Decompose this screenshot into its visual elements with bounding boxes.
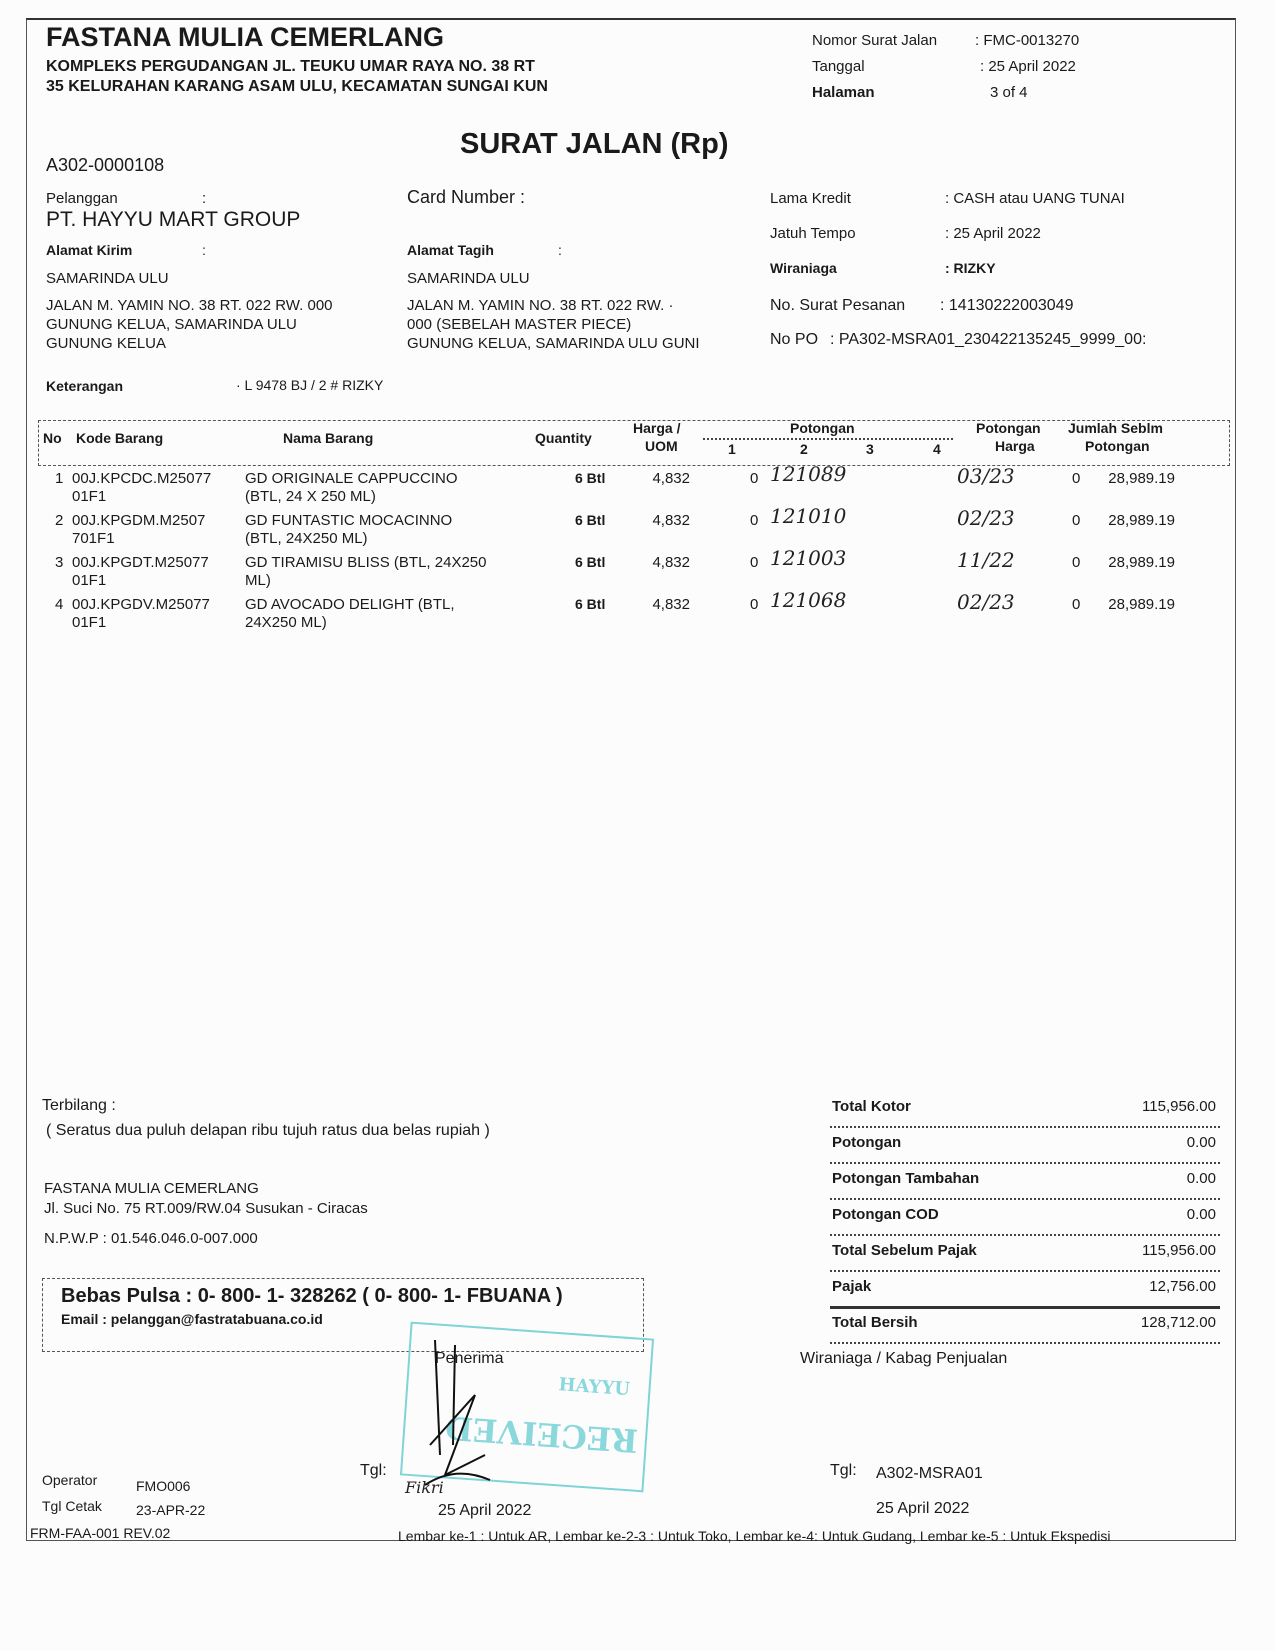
lama-kredit-label: Lama Kredit	[770, 190, 851, 207]
header-p1: 1	[728, 441, 736, 457]
cell-kode2: 01F1	[72, 488, 107, 505]
header-potongan-harga: Potongan	[976, 420, 1041, 436]
document-title: SURAT JALAN (Rp)	[460, 128, 729, 160]
header-quantity: Quantity	[535, 430, 592, 446]
header-p3: 3	[866, 441, 874, 457]
cell-jumlah: 28,989.19	[1108, 596, 1175, 613]
cell-harga: 4,832	[652, 512, 690, 529]
summary-value: 128,712.00	[1140, 1314, 1216, 1331]
nomor-value: : FMC-0013270	[975, 32, 1080, 49]
tagih-line2: JALAN M. YAMIN NO. 38 RT. 022 RW. ·	[407, 297, 674, 314]
company-address-1: KOMPLEKS PERGUDANGAN JL. TEUKU UMAR RAYA NO. 38 RT	[46, 58, 535, 75]
halaman-value: 3 of 4	[990, 84, 1028, 101]
summary-row	[830, 1090, 1220, 1128]
kirim-line1: SAMARINDA ULU	[46, 270, 169, 287]
tanggal-value: : 25 April 2022	[980, 58, 1076, 75]
cell-qty: 6 Btl	[575, 470, 606, 486]
summary-label: Total Kotor	[832, 1098, 911, 1115]
cell-hand1: 121089	[770, 462, 847, 486]
stamp-store: HAYYU	[557, 1374, 631, 1401]
cell-hand1: 121003	[770, 546, 847, 570]
cell-jumlah: 28,989.19	[1108, 554, 1175, 571]
cell-kode2: 01F1	[72, 614, 107, 631]
penerima-tgl-label: Tgl:	[360, 1462, 387, 1479]
wiraniaga-kabag-label: Wiraniaga / Kabag Penjualan	[800, 1350, 1008, 1367]
tagih-line4: GUNUNG KELUA, SAMARINDA ULU GUNI	[407, 335, 700, 352]
wira-date: 25 April 2022	[876, 1500, 970, 1517]
customer-name: PT. HAYYU MART GROUP	[46, 208, 301, 231]
halaman-label: Halaman	[812, 84, 875, 101]
cell-no: 4	[55, 596, 64, 613]
form-code: FRM-FAA-001 REV.02	[30, 1525, 171, 1541]
summary-row	[830, 1270, 1220, 1309]
cell-qty: 6 Btl	[575, 512, 606, 528]
surat-pesanan-label: No. Surat Pesanan	[770, 297, 906, 314]
cell-nama2: 24X250 ML)	[245, 614, 327, 631]
header-p2: 2	[800, 441, 808, 457]
alamat-kirim-label: Alamat Kirim	[46, 242, 133, 258]
cell-pot1: 0	[750, 596, 759, 613]
header-jumlah2: Potongan	[1085, 438, 1150, 454]
header-p4: 4	[933, 441, 941, 457]
summary-value: 0.00	[1186, 1134, 1216, 1151]
cell-potharga: 0	[1072, 596, 1081, 613]
cell-potharga: 0	[1072, 512, 1081, 529]
summary-row	[830, 1306, 1220, 1344]
header-divider	[703, 438, 953, 440]
summary-value: 12,756.00	[1149, 1278, 1216, 1295]
header-harga: Harga /	[633, 420, 681, 436]
summary-value: 115,956.00	[1142, 1098, 1216, 1115]
wira-tgl-label: Tgl:	[830, 1462, 857, 1479]
cell-hand2: 03/23	[957, 464, 1015, 488]
cell-kode1: 00J.KPGDV.M25077	[72, 596, 210, 613]
header-harga2: Harga	[995, 438, 1035, 454]
keterangan-value: · L 9478 BJ / 2 # RIZKY	[236, 377, 384, 393]
cell-qty: 6 Btl	[575, 596, 606, 612]
kirim-line3: GUNUNG KELUA, SAMARINDA ULU	[46, 316, 297, 333]
signature	[415, 1335, 505, 1495]
cell-kode1: 00J.KPGDT.M25077	[72, 554, 209, 571]
cell-pot1: 0	[750, 554, 759, 571]
lembar-note: Lembar ke-1 : Untuk AR, Lembar ke-2-3 : Untuk Toko, Lembar ke-4: Untuk Gudang, Lembar ke-5 : Untuk Ekspedisi	[398, 1528, 1111, 1544]
colon: :	[202, 190, 207, 207]
keterangan-label: Keterangan	[46, 378, 124, 394]
wiraniaga-value: : RIZKY	[945, 260, 996, 276]
cell-hand2: 02/23	[957, 506, 1015, 530]
stamp-text: RECEIVED	[444, 1408, 640, 1460]
colon: :	[202, 242, 206, 258]
summary-label: Total Sebelum Pajak	[832, 1242, 977, 1259]
summary-label: Potongan COD	[832, 1206, 939, 1223]
cell-potharga: 0	[1072, 470, 1081, 487]
tagih-line1: SAMARINDA ULU	[407, 270, 530, 287]
summary-row	[830, 1234, 1220, 1272]
company-name: FASTANA MULIA CEMERLANG	[46, 22, 444, 52]
cell-no: 3	[55, 554, 64, 571]
alamat-tagih-label: Alamat Tagih	[407, 242, 494, 258]
wiraniaga-label: Wiraniaga	[770, 260, 837, 276]
cell-hand1: 121068	[770, 588, 847, 612]
summary-value: 115,956.00	[1142, 1242, 1216, 1259]
npwp: N.P.W.P : 01.546.046.0-007.000	[44, 1230, 258, 1247]
summary-value: 0.00	[1186, 1170, 1216, 1187]
header-potongan: Potongan	[790, 420, 855, 436]
penerima-date: 25 April 2022	[438, 1502, 532, 1519]
summary-label: Total Bersih	[832, 1314, 918, 1331]
summary-label: Potongan	[832, 1134, 902, 1151]
cell-kode1: 00J.KPGDM.M2507	[72, 512, 206, 529]
operator-label: Operator	[42, 1472, 98, 1488]
pelanggan-label: Pelanggan	[46, 190, 118, 207]
header-uom: UOM	[645, 438, 678, 454]
cell-jumlah: 28,989.19	[1108, 512, 1175, 529]
footer-company-name: FASTANA MULIA CEMERLANG	[44, 1180, 259, 1197]
summary-row	[830, 1198, 1220, 1236]
cell-kode2: 701F1	[72, 530, 115, 547]
cell-kode2: 01F1	[72, 572, 107, 589]
cell-kode1: 00J.KPCDC.M25077	[72, 470, 212, 487]
surat-pesanan-value: : 14130222003049	[940, 297, 1074, 314]
cell-jumlah: 28,989.19	[1108, 470, 1175, 487]
cell-harga: 4,832	[652, 470, 690, 487]
tanggal-label: Tanggal	[812, 58, 865, 75]
card-number-label: Card Number :	[407, 187, 526, 207]
cell-hand2: 02/23	[957, 590, 1015, 614]
cell-harga: 4,832	[652, 554, 690, 571]
operator-value: FMO006	[136, 1478, 191, 1494]
company-address-2: 35 KELURAHAN KARANG ASAM ULU, KECAMATAN SUNGAI KUN	[46, 78, 548, 95]
cell-potharga: 0	[1072, 554, 1081, 571]
cell-qty: 6 Btl	[575, 554, 606, 570]
cell-hand2: 11/22	[957, 548, 1015, 572]
wira-code: A302-MSRA01	[876, 1465, 983, 1482]
header-no: No	[43, 430, 62, 446]
bebas-pulsa-phone: Bebas Pulsa : 0- 800- 1- 328262 ( 0- 800- 1- FBUANA )	[61, 1285, 563, 1307]
cell-no: 1	[55, 470, 64, 487]
summary-label: Potongan Tambahan	[832, 1170, 980, 1187]
colon: :	[558, 242, 562, 258]
footer-company-address: Jl. Suci No. 75 RT.009/RW.04 Susukan - Ciracas	[44, 1200, 368, 1217]
cell-no: 2	[55, 512, 64, 529]
po-value: : PA302-MSRA01_230422135245_9999_00:	[830, 331, 1147, 348]
kirim-line4: GUNUNG KELUA	[46, 335, 167, 352]
cell-nama1: GD AVOCADO DELIGHT (BTL,	[245, 596, 455, 613]
summary-label: Pajak	[832, 1278, 872, 1295]
document-code: A302-0000108	[46, 155, 165, 175]
cell-nama2: (BTL, 24X250 ML)	[245, 530, 368, 547]
terbilang-value: ( Seratus dua puluh delapan ribu tujuh ratus dua belas rupiah )	[46, 1122, 490, 1139]
po-label: No PO	[770, 331, 819, 348]
cell-pot1: 0	[750, 512, 759, 529]
jatuh-tempo-label: Jatuh Tempo	[770, 225, 856, 242]
kirim-line2: JALAN M. YAMIN NO. 38 RT. 022 RW. 000	[46, 297, 333, 314]
jatuh-tempo-value: : 25 April 2022	[945, 225, 1041, 242]
header-kode: Kode Barang	[76, 430, 164, 446]
cell-pot1: 0	[750, 470, 759, 487]
cell-hand1: 121010	[770, 504, 847, 528]
cell-harga: 4,832	[652, 596, 690, 613]
cell-nama1: GD ORIGINALE CAPPUCCINO	[245, 470, 458, 487]
cell-nama2: ML)	[245, 572, 271, 589]
terbilang-label: Terbilang :	[42, 1097, 116, 1114]
cell-nama1: GD FUNTASTIC MOCACINNO	[245, 512, 453, 529]
header-nama: Nama Barang	[283, 430, 374, 446]
summary-value: 0.00	[1186, 1206, 1216, 1223]
summary-row	[830, 1162, 1220, 1200]
lama-kredit-value: : CASH atau UANG TUNAI	[945, 190, 1125, 207]
penerima-label: Penerima	[435, 1350, 504, 1367]
tagih-line3: 000 (SEBELAH MASTER PIECE)	[407, 316, 632, 333]
cell-nama2: (BTL, 24 X 250 ML)	[245, 488, 376, 505]
header-jumlah: Jumlah Seblm	[1068, 420, 1163, 436]
email: Email : pelanggan@fastratabuana.co.id	[61, 1311, 323, 1327]
cell-nama1: GD TIRAMISU BLISS (BTL, 24X250	[245, 554, 487, 571]
tgl-cetak-value: 23-APR-22	[136, 1502, 206, 1518]
summary-row	[830, 1126, 1220, 1164]
signer-name: Fikri	[405, 1478, 444, 1497]
nomor-label: Nomor Surat Jalan	[812, 32, 938, 49]
tgl-cetak-label: Tgl Cetak	[42, 1498, 102, 1514]
